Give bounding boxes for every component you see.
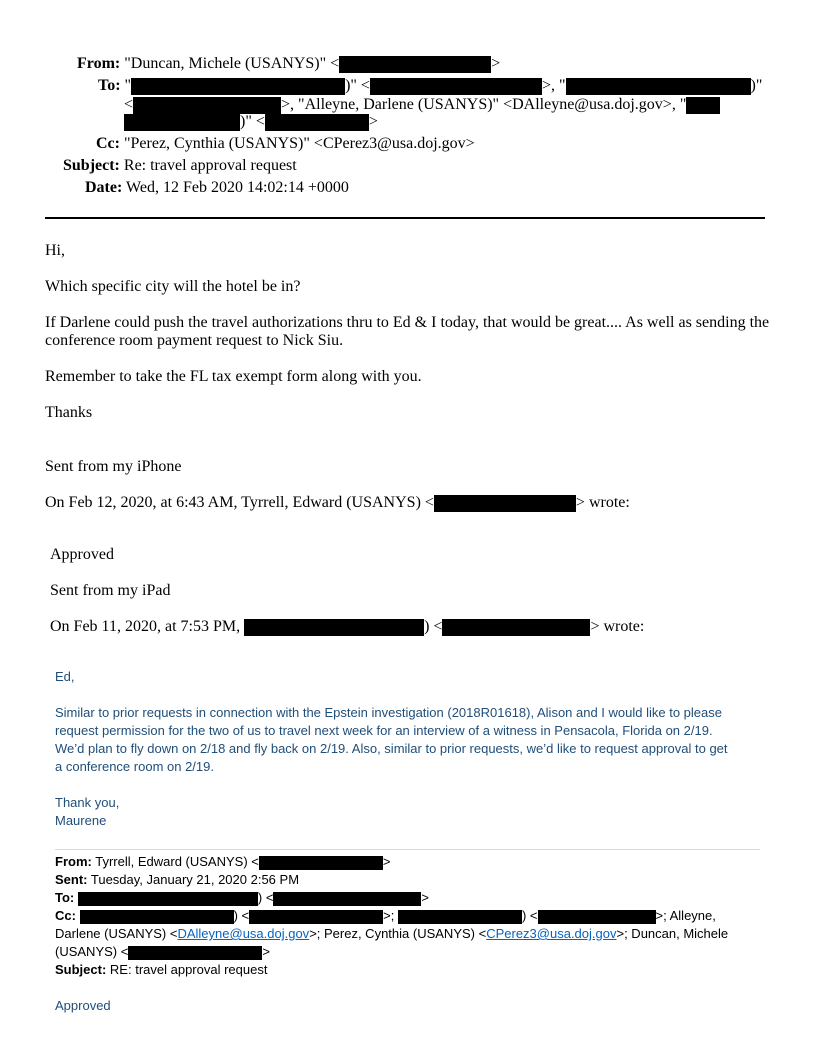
thanks: Thanks: [45, 404, 93, 421]
redaction: [265, 114, 369, 131]
forward-divider: [55, 849, 760, 850]
redaction: [538, 910, 656, 924]
redaction: [398, 910, 522, 924]
cc-label: Cc:: [96, 135, 120, 152]
subject-label: Subject:: [63, 157, 120, 174]
fwd-sent-line: Sent: Tuesday, January 21, 2020 2:56 PM: [55, 872, 300, 887]
quoted-line: Similar to prior requests in connection with the Epstein investigation (2018R01618), Alison and I would like to please: [55, 705, 722, 720]
date-value: Wed, 12 Feb 2020 14:02:14 +0000: [126, 179, 349, 196]
subject-value: Re: travel approval request: [123, 157, 297, 174]
redaction: [686, 97, 720, 114]
paragraph-line: If Darlene could push the travel authorizations thru to Ed & I today, that would be great.... As well as sending the: [45, 314, 770, 331]
redaction: [244, 619, 424, 636]
header-date-line: [85, 179, 349, 197]
quote-attribution-feb12: On Feb 12, 2020, at 6:43 AM, Tyrrell, Edward (USANYS) < > wrote:: [45, 494, 630, 511]
date-label: Date:: [85, 179, 123, 196]
fwd-cc-line-3: (USANYS) < >: [55, 944, 270, 959]
perez-email-link[interactable]: CPerez3@usa.doj.gov: [486, 926, 617, 941]
fwd-cc-line-2: Darlene (USANYS) <DAlleyne@usa.doj.gov>; Perez, Cynthia (USANYS) <CPerez3@usa.doj.gov>; Duncan, Michele: [55, 926, 729, 941]
header-to-line: To: " )" < >, " )": [98, 77, 763, 94]
header-subject-line: [63, 157, 297, 175]
cc-value: "Perez, Cynthia (USANYS)" <CPerez3@usa.doj.gov>: [123, 135, 475, 152]
header-from-line: From: "Duncan, Michele (USANYS)" < >: [77, 55, 501, 72]
header-to-line-2: < >, "Alleyne, Darlene (USANYS)" <DAlleyne@usa.doj.gov>, ": [124, 96, 720, 114]
redaction: [128, 946, 262, 960]
reminder: Remember to take the FL tax exempt form along with you.: [45, 368, 422, 385]
header-cc-line: [96, 135, 475, 153]
quoted-thank-you: Thank you,: [55, 795, 120, 810]
redaction: [259, 856, 383, 870]
redaction: [273, 892, 421, 906]
redaction: [442, 619, 590, 636]
header-to-line-3: )" < >: [124, 113, 378, 131]
redaction: [566, 78, 751, 95]
paragraph-line: conference room payment request to Nick Siu.: [45, 332, 344, 349]
fwd-cc-line: Cc: ) < >; ) < >; Alleyne,: [55, 908, 716, 923]
fwd-from-line: From: Tyrrell, Edward (USANYS) < >: [55, 854, 391, 869]
redaction: [78, 892, 258, 906]
redaction: [370, 78, 542, 95]
redaction: [133, 97, 281, 114]
question: Which specific city will the hotel be in?: [45, 278, 301, 295]
quoted-greeting: Ed,: [55, 669, 75, 684]
header-divider: [45, 217, 765, 219]
fwd-to-line: To: ) < >: [55, 890, 430, 905]
greeting: Hi,: [45, 242, 65, 259]
fwd-subject-line: Subject: RE: travel approval request: [55, 962, 268, 977]
from-label: From:: [77, 55, 121, 72]
approved-reply: Approved: [50, 546, 114, 563]
from-value: "Duncan, Michele (USANYS)" <: [124, 55, 340, 72]
sent-from-ipad: Sent from my iPad: [50, 582, 171, 599]
redaction: [131, 78, 345, 95]
quote-attribution-feb11: On Feb 11, 2020, at 7:53 PM, ) < > wrote:: [50, 618, 645, 635]
redaction: [339, 56, 491, 73]
redaction: [80, 910, 234, 924]
sent-from-iphone: Sent from my iPhone: [45, 458, 182, 475]
redaction: [124, 114, 240, 131]
quoted-line: We’d plan to fly down on 2/18 and fly back on 2/19. Also, similar to prior requests, we’d like to request approval to get: [55, 741, 728, 756]
redaction: [434, 495, 576, 512]
quoted-line: request permission for the two of us to travel next week for an interview of a witness in Pensacola, Florida on 2/19.: [55, 723, 713, 738]
redaction: [249, 910, 383, 924]
fwd-approved: Approved: [55, 998, 111, 1013]
quoted-line: a conference room on 2/19.: [55, 759, 214, 774]
quoted-signature: Maurene: [55, 813, 107, 828]
darlene-email-link[interactable]: DAlleyne@usa.doj.gov: [177, 926, 310, 941]
to-label: To:: [98, 77, 121, 94]
